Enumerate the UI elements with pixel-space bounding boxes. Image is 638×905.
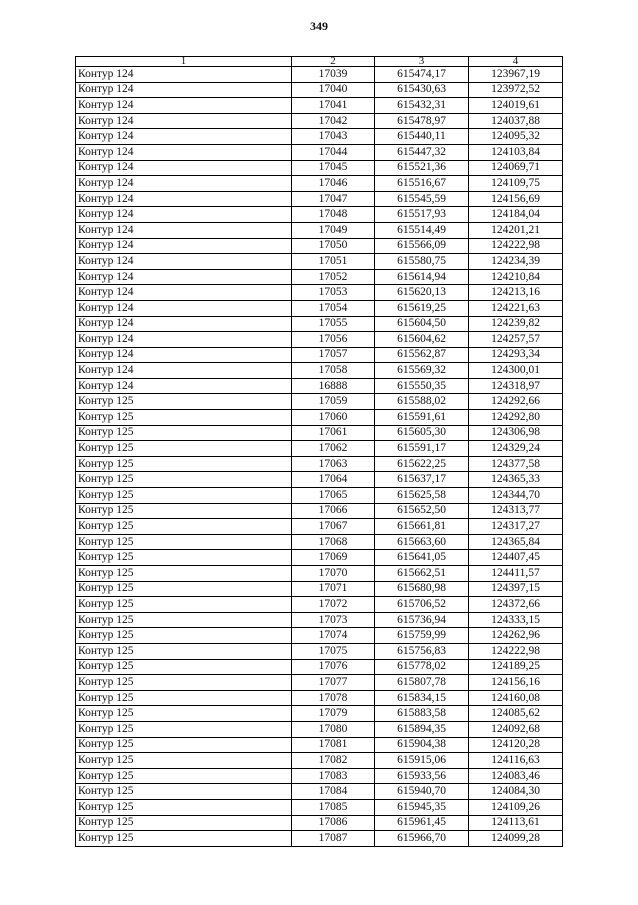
contour-name-cell: Контур 124 xyxy=(76,332,292,348)
x-coordinate-cell: 615569,32 xyxy=(375,363,469,379)
contour-name-cell: Контур 125 xyxy=(76,643,292,659)
point-number-cell: 17052 xyxy=(292,269,375,285)
x-coordinate-cell: 615517,93 xyxy=(375,207,469,223)
table-row xyxy=(76,144,563,160)
contour-name-cell: Контур 124 xyxy=(76,160,292,176)
y-coordinate-cell: 124407,45 xyxy=(469,550,563,566)
table-row xyxy=(76,160,563,176)
contour-name-cell: Контур 125 xyxy=(76,456,292,472)
contour-name-cell: Контур 124 xyxy=(76,67,292,83)
x-coordinate-cell: 615550,35 xyxy=(375,378,469,394)
contour-name-cell: Контур 125 xyxy=(76,831,292,847)
table-row xyxy=(76,706,563,722)
contour-name-cell: Контур 125 xyxy=(76,441,292,457)
y-coordinate-cell: 124095,32 xyxy=(469,129,563,145)
x-coordinate-cell: 615652,50 xyxy=(375,503,469,519)
table-body xyxy=(76,67,563,847)
x-coordinate-cell: 615961,45 xyxy=(375,815,469,831)
point-number-cell: 17076 xyxy=(292,659,375,675)
x-coordinate-cell: 615915,06 xyxy=(375,753,469,769)
x-coordinate-cell: 615588,02 xyxy=(375,394,469,410)
x-coordinate-cell: 615662,51 xyxy=(375,566,469,582)
x-coordinate-cell: 615619,25 xyxy=(375,300,469,316)
table-row xyxy=(76,378,563,394)
contour-name-cell: Контур 125 xyxy=(76,566,292,582)
point-number-cell: 17083 xyxy=(292,768,375,784)
y-coordinate-cell: 124120,28 xyxy=(469,737,563,753)
point-number-cell: 17046 xyxy=(292,176,375,192)
table-row xyxy=(76,347,563,363)
contour-name-cell: Контур 125 xyxy=(76,784,292,800)
table-row xyxy=(76,768,563,784)
table-row xyxy=(76,643,563,659)
y-coordinate-cell: 124222,98 xyxy=(469,643,563,659)
point-number-cell: 17082 xyxy=(292,753,375,769)
point-number-cell: 17065 xyxy=(292,488,375,504)
x-coordinate-cell: 615566,09 xyxy=(375,238,469,254)
point-number-cell: 17055 xyxy=(292,316,375,332)
point-number-cell: 17069 xyxy=(292,550,375,566)
table-row xyxy=(76,737,563,753)
table-row xyxy=(76,441,563,457)
x-coordinate-cell: 615966,70 xyxy=(375,831,469,847)
contour-name-cell: Контур 124 xyxy=(76,285,292,301)
contour-name-cell: Контур 125 xyxy=(76,597,292,613)
table-row xyxy=(76,831,563,847)
point-number-cell: 17061 xyxy=(292,425,375,441)
point-number-cell: 17077 xyxy=(292,675,375,691)
y-coordinate-cell: 124257,57 xyxy=(469,332,563,348)
table-row xyxy=(76,628,563,644)
point-number-cell: 17045 xyxy=(292,160,375,176)
table-row xyxy=(76,690,563,706)
y-coordinate-cell: 124037,88 xyxy=(469,113,563,129)
contour-name-cell: Контур 125 xyxy=(76,394,292,410)
x-coordinate-cell: 615661,81 xyxy=(375,519,469,535)
y-coordinate-cell: 124222,98 xyxy=(469,238,563,254)
y-coordinate-cell: 124318,97 xyxy=(469,378,563,394)
point-number-cell: 17086 xyxy=(292,815,375,831)
contour-name-cell: Контур 124 xyxy=(76,347,292,363)
contour-name-cell: Контур 124 xyxy=(76,238,292,254)
table-row xyxy=(76,410,563,426)
x-coordinate-cell: 615834,15 xyxy=(375,690,469,706)
point-number-cell: 17084 xyxy=(292,784,375,800)
table-row xyxy=(76,519,563,535)
contour-name-cell: Контур 124 xyxy=(76,191,292,207)
y-coordinate-cell: 124210,84 xyxy=(469,269,563,285)
table-row xyxy=(76,269,563,285)
table-row xyxy=(76,753,563,769)
point-number-cell: 17049 xyxy=(292,222,375,238)
point-number-cell: 17070 xyxy=(292,566,375,582)
x-coordinate-cell: 615625,58 xyxy=(375,488,469,504)
table-row xyxy=(76,254,563,270)
point-number-cell: 17042 xyxy=(292,113,375,129)
point-number-cell: 17063 xyxy=(292,456,375,472)
y-coordinate-cell: 124019,61 xyxy=(469,98,563,114)
x-coordinate-cell: 615807,78 xyxy=(375,675,469,691)
table-row xyxy=(76,784,563,800)
contour-name-cell: Контур 125 xyxy=(76,488,292,504)
x-coordinate-cell: 615430,63 xyxy=(375,82,469,98)
y-coordinate-cell: 124262,96 xyxy=(469,628,563,644)
x-coordinate-cell: 615620,13 xyxy=(375,285,469,301)
point-number-cell: 17043 xyxy=(292,129,375,145)
point-number-cell: 17080 xyxy=(292,721,375,737)
y-coordinate-cell: 124234,39 xyxy=(469,254,563,270)
x-coordinate-cell: 615516,67 xyxy=(375,176,469,192)
y-coordinate-cell: 124109,75 xyxy=(469,176,563,192)
contour-name-cell: Контур 125 xyxy=(76,410,292,426)
contour-name-cell: Контур 125 xyxy=(76,425,292,441)
point-number-cell: 17062 xyxy=(292,441,375,457)
contour-name-cell: Контур 125 xyxy=(76,628,292,644)
contour-name-cell: Контур 125 xyxy=(76,550,292,566)
x-coordinate-cell: 615945,35 xyxy=(375,799,469,815)
table-row xyxy=(76,332,563,348)
y-coordinate-cell: 124083,46 xyxy=(469,768,563,784)
table-row xyxy=(76,222,563,238)
y-coordinate-cell: 124116,63 xyxy=(469,753,563,769)
point-number-cell: 17047 xyxy=(292,191,375,207)
x-coordinate-cell: 615591,61 xyxy=(375,410,469,426)
contour-name-cell: Контур 124 xyxy=(76,378,292,394)
contour-name-cell: Контур 125 xyxy=(76,612,292,628)
y-coordinate-cell: 124377,58 xyxy=(469,456,563,472)
point-number-cell: 17056 xyxy=(292,332,375,348)
y-coordinate-cell: 124292,66 xyxy=(469,394,563,410)
table-row xyxy=(76,472,563,488)
x-coordinate-cell: 615637,17 xyxy=(375,472,469,488)
y-coordinate-cell: 124099,28 xyxy=(469,831,563,847)
y-coordinate-cell: 124306,98 xyxy=(469,425,563,441)
y-coordinate-cell: 124317,27 xyxy=(469,519,563,535)
point-number-cell: 17057 xyxy=(292,347,375,363)
x-coordinate-cell: 615474,17 xyxy=(375,67,469,83)
column-header-3: 3 xyxy=(375,57,469,67)
point-number-cell: 17044 xyxy=(292,144,375,160)
point-number-cell: 17051 xyxy=(292,254,375,270)
x-coordinate-cell: 615545,59 xyxy=(375,191,469,207)
contour-name-cell: Контур 125 xyxy=(76,472,292,488)
x-coordinate-cell: 615432,31 xyxy=(375,98,469,114)
table-row xyxy=(76,113,563,129)
x-coordinate-cell: 615591,17 xyxy=(375,441,469,457)
y-coordinate-cell: 124344,70 xyxy=(469,488,563,504)
y-coordinate-cell: 124109,26 xyxy=(469,799,563,815)
y-coordinate-cell: 124313,77 xyxy=(469,503,563,519)
y-coordinate-cell: 124189,25 xyxy=(469,659,563,675)
table-row xyxy=(76,566,563,582)
y-coordinate-cell: 124239,82 xyxy=(469,316,563,332)
table-row xyxy=(76,675,563,691)
contour-name-cell: Контур 125 xyxy=(76,799,292,815)
x-coordinate-cell: 615894,35 xyxy=(375,721,469,737)
y-coordinate-cell: 124333,15 xyxy=(469,612,563,628)
x-coordinate-cell: 615759,99 xyxy=(375,628,469,644)
contour-name-cell: Контур 125 xyxy=(76,675,292,691)
point-number-cell: 17073 xyxy=(292,612,375,628)
x-coordinate-cell: 615663,60 xyxy=(375,534,469,550)
table-row xyxy=(76,597,563,613)
point-number-cell: 17085 xyxy=(292,799,375,815)
table-row xyxy=(76,721,563,737)
contour-name-cell: Контур 125 xyxy=(76,503,292,519)
table-row xyxy=(76,129,563,145)
y-coordinate-cell: 124085,62 xyxy=(469,706,563,722)
x-coordinate-cell: 615521,36 xyxy=(375,160,469,176)
x-coordinate-cell: 615736,94 xyxy=(375,612,469,628)
x-coordinate-cell: 615614,94 xyxy=(375,269,469,285)
contour-name-cell: Контур 124 xyxy=(76,129,292,145)
y-coordinate-cell: 124113,61 xyxy=(469,815,563,831)
point-number-cell: 16888 xyxy=(292,378,375,394)
contour-name-cell: Контур 125 xyxy=(76,581,292,597)
x-coordinate-cell: 615904,38 xyxy=(375,737,469,753)
point-number-cell: 17059 xyxy=(292,394,375,410)
page-number: 349 xyxy=(310,19,328,33)
contour-name-cell: Контур 124 xyxy=(76,82,292,98)
y-coordinate-cell: 124300,01 xyxy=(469,363,563,379)
table-row xyxy=(76,425,563,441)
point-number-cell: 17087 xyxy=(292,831,375,847)
table-row xyxy=(76,300,563,316)
contour-name-cell: Контур 124 xyxy=(76,113,292,129)
x-coordinate-cell: 615622,25 xyxy=(375,456,469,472)
y-coordinate-cell: 124184,04 xyxy=(469,207,563,223)
column-header-1: 1 xyxy=(76,57,292,67)
y-coordinate-cell: 124084,30 xyxy=(469,784,563,800)
table-row xyxy=(76,98,563,114)
contour-name-cell: Контур 125 xyxy=(76,706,292,722)
y-coordinate-cell: 124221,63 xyxy=(469,300,563,316)
contour-name-cell: Контур 125 xyxy=(76,519,292,535)
y-coordinate-cell: 124365,33 xyxy=(469,472,563,488)
point-number-cell: 17050 xyxy=(292,238,375,254)
table-row xyxy=(76,191,563,207)
y-coordinate-cell: 124329,24 xyxy=(469,441,563,457)
x-coordinate-cell: 615641,05 xyxy=(375,550,469,566)
y-coordinate-cell: 124411,57 xyxy=(469,566,563,582)
y-coordinate-cell: 123972,52 xyxy=(469,82,563,98)
contour-name-cell: Контур 125 xyxy=(76,690,292,706)
table-row xyxy=(76,285,563,301)
point-number-cell: 17058 xyxy=(292,363,375,379)
table-row xyxy=(76,363,563,379)
table-header-row xyxy=(76,57,563,67)
table-row xyxy=(76,503,563,519)
point-number-cell: 17066 xyxy=(292,503,375,519)
table-row xyxy=(76,534,563,550)
point-number-cell: 17053 xyxy=(292,285,375,301)
table-row xyxy=(76,550,563,566)
column-header-2: 2 xyxy=(292,57,375,67)
table-row xyxy=(76,799,563,815)
table-row xyxy=(76,456,563,472)
x-coordinate-cell: 615883,58 xyxy=(375,706,469,722)
contour-name-cell: Контур 124 xyxy=(76,269,292,285)
y-coordinate-cell: 124293,34 xyxy=(469,347,563,363)
point-number-cell: 17071 xyxy=(292,581,375,597)
point-number-cell: 17074 xyxy=(292,628,375,644)
x-coordinate-cell: 615440,11 xyxy=(375,129,469,145)
x-coordinate-cell: 615680,98 xyxy=(375,581,469,597)
x-coordinate-cell: 615580,75 xyxy=(375,254,469,270)
x-coordinate-cell: 615562,87 xyxy=(375,347,469,363)
table-row xyxy=(76,659,563,675)
x-coordinate-cell: 615447,32 xyxy=(375,144,469,160)
point-number-cell: 17078 xyxy=(292,690,375,706)
contour-name-cell: Контур 124 xyxy=(76,222,292,238)
y-coordinate-cell: 124103,84 xyxy=(469,144,563,160)
y-coordinate-cell: 124069,71 xyxy=(469,160,563,176)
contour-name-cell: Контур 124 xyxy=(76,316,292,332)
table-row xyxy=(76,238,563,254)
point-number-cell: 17064 xyxy=(292,472,375,488)
table-row xyxy=(76,581,563,597)
table-row xyxy=(76,488,563,504)
y-coordinate-cell: 124292,80 xyxy=(469,410,563,426)
y-coordinate-cell: 124092,68 xyxy=(469,721,563,737)
contour-name-cell: Контур 124 xyxy=(76,98,292,114)
contour-name-cell: Контур 124 xyxy=(76,300,292,316)
x-coordinate-cell: 615478,97 xyxy=(375,113,469,129)
y-coordinate-cell: 124160,08 xyxy=(469,690,563,706)
table-row xyxy=(76,612,563,628)
table-row xyxy=(76,316,563,332)
point-number-cell: 17039 xyxy=(292,67,375,83)
y-coordinate-cell: 124156,69 xyxy=(469,191,563,207)
point-number-cell: 17048 xyxy=(292,207,375,223)
contour-name-cell: Контур 125 xyxy=(76,815,292,831)
y-coordinate-cell: 124397,15 xyxy=(469,581,563,597)
point-number-cell: 17067 xyxy=(292,519,375,535)
x-coordinate-cell: 615605,30 xyxy=(375,425,469,441)
contour-name-cell: Контур 124 xyxy=(76,363,292,379)
x-coordinate-cell: 615604,50 xyxy=(375,316,469,332)
contour-name-cell: Контур 124 xyxy=(76,207,292,223)
x-coordinate-cell: 615604,62 xyxy=(375,332,469,348)
table-row xyxy=(76,176,563,192)
point-number-cell: 17054 xyxy=(292,300,375,316)
y-coordinate-cell: 123967,19 xyxy=(469,67,563,83)
x-coordinate-cell: 615514,49 xyxy=(375,222,469,238)
contour-name-cell: Контур 125 xyxy=(76,534,292,550)
x-coordinate-cell: 615706,52 xyxy=(375,597,469,613)
contour-name-cell: Контур 125 xyxy=(76,768,292,784)
y-coordinate-cell: 124156,16 xyxy=(469,675,563,691)
x-coordinate-cell: 615940,70 xyxy=(375,784,469,800)
point-number-cell: 17041 xyxy=(292,98,375,114)
contour-name-cell: Контур 125 xyxy=(76,721,292,737)
x-coordinate-cell: 615778,02 xyxy=(375,659,469,675)
contour-name-cell: Контур 124 xyxy=(76,254,292,270)
y-coordinate-cell: 124213,16 xyxy=(469,285,563,301)
contour-name-cell: Контур 125 xyxy=(76,737,292,753)
column-header-4: 4 xyxy=(469,57,563,67)
table-row xyxy=(76,67,563,83)
table-row xyxy=(76,815,563,831)
y-coordinate-cell: 124372,66 xyxy=(469,597,563,613)
x-coordinate-cell: 615756,83 xyxy=(375,643,469,659)
point-number-cell: 17075 xyxy=(292,643,375,659)
point-number-cell: 17081 xyxy=(292,737,375,753)
x-coordinate-cell: 615933,56 xyxy=(375,768,469,784)
table-row xyxy=(76,394,563,410)
y-coordinate-cell: 124201,21 xyxy=(469,222,563,238)
coordinates-table xyxy=(75,56,563,847)
point-number-cell: 17068 xyxy=(292,534,375,550)
contour-name-cell: Контур 125 xyxy=(76,753,292,769)
table-row xyxy=(76,82,563,98)
point-number-cell: 17060 xyxy=(292,410,375,426)
contour-name-cell: Контур 124 xyxy=(76,176,292,192)
point-number-cell: 17040 xyxy=(292,82,375,98)
y-coordinate-cell: 124365,84 xyxy=(469,534,563,550)
point-number-cell: 17072 xyxy=(292,597,375,613)
contour-name-cell: Контур 124 xyxy=(76,144,292,160)
contour-name-cell: Контур 125 xyxy=(76,659,292,675)
point-number-cell: 17079 xyxy=(292,706,375,722)
table-row xyxy=(76,207,563,223)
